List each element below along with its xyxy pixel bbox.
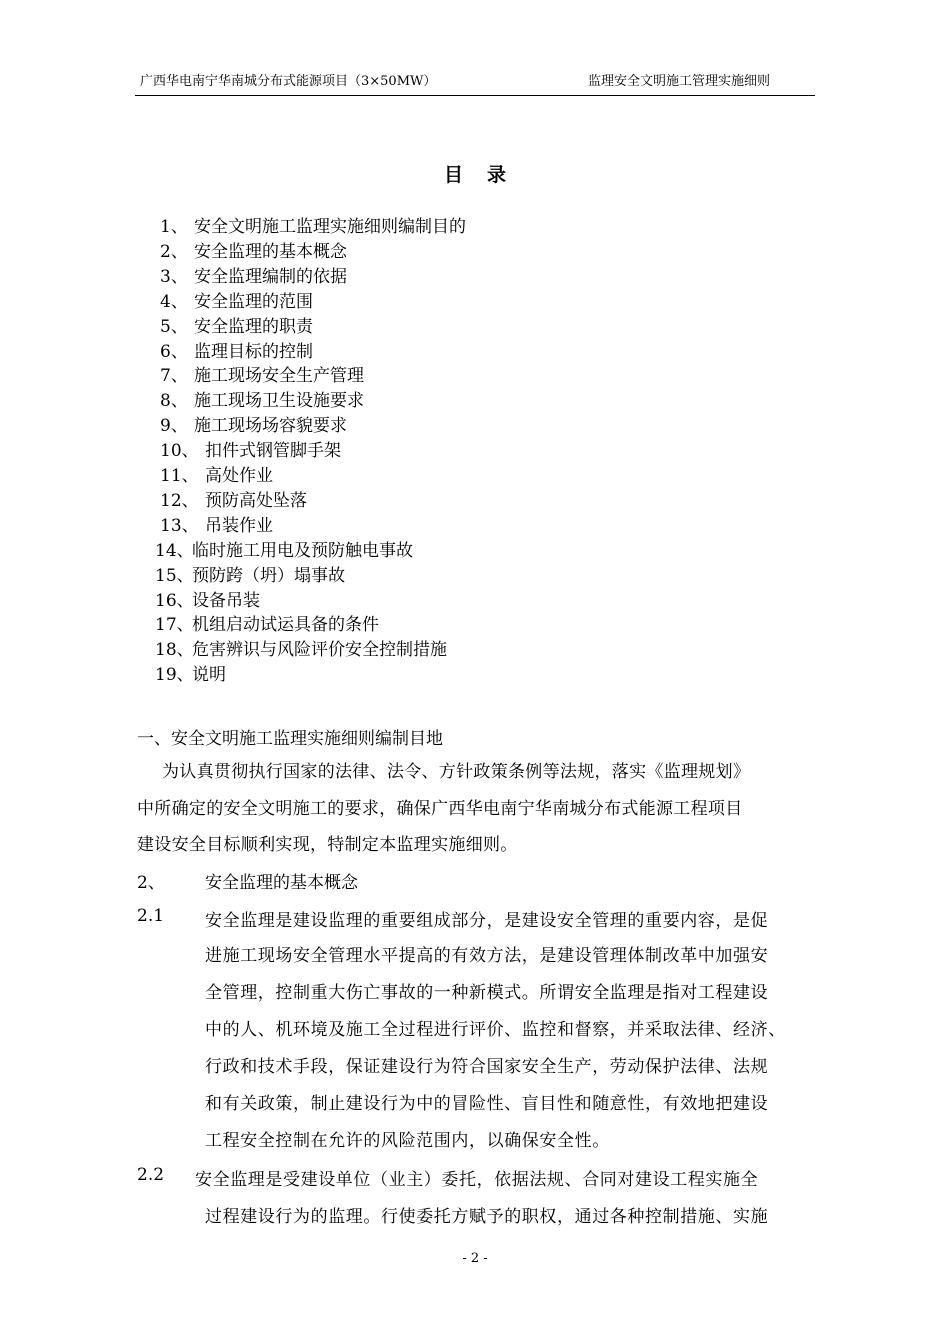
toc-item-label: 扣件式钢管脚手架 [205,441,341,461]
section-1-line: 建设安全目标顺利实现，特制定本监理实施细则。 [137,835,518,855]
toc-item [160,262,347,287]
toc-item-label: 监理目标的控制 [194,342,313,362]
paragraph-2-1-line: 安全监理是建设监理的重要组成部分，是建设安全管理的重要内容，是促 [205,911,769,931]
toc-item-label: 吊装作业 [205,516,273,536]
paragraph-2-2-line: 安全监理是受建设单位（业主）委托，依据法规、合同对建设工程实施全 [195,1170,759,1190]
toc-item [160,212,466,237]
toc-item-label: 施工现场安全生产管理 [194,366,364,386]
paragraph-2-2-number: 2.2 [137,1165,165,1185]
toc-item-number: 5、 [160,317,188,337]
paragraph-2-2-line: 过程建设行为的监理。行使委托方赋予的职权，通过各种控制措施、实施 [205,1207,769,1227]
toc-item-label: 预防高处坠落 [205,491,307,511]
toc-item [160,361,364,386]
toc-item [160,411,347,436]
toc-item [160,237,347,262]
toc-item-label: 预防跨（坍）塌事故 [192,566,345,586]
header-divider [135,95,815,96]
toc-item-label: 设备吊装 [192,591,260,611]
section-2-number: 2、 [137,873,165,893]
toc-item-number: 3、 [160,267,188,287]
paragraph-2-1-number: 2.1 [137,906,165,926]
toc-item-label: 安全监理的基本概念 [194,242,347,262]
toc-item-number: 11、 [160,466,199,486]
toc-item-label: 临时施工用电及预防触电事故 [192,541,413,561]
section-2-heading: 安全监理的基本概念 [205,873,358,893]
toc-item [155,660,226,685]
toc-item [160,436,341,461]
toc-item-number: 18、 [155,640,194,660]
toc-item-label: 安全文明施工监理实施细则编制目的 [194,217,466,237]
paragraph-2-1-line: 中的人、机环境及施工全过程进行评价、监控和督察，并采取法律、经济、 [205,1020,786,1040]
toc-item-label: 机组启动试运具备的条件 [192,615,379,635]
toc-item [155,586,260,611]
toc-item-number: 17、 [155,615,194,635]
toc-item-number: 14、 [155,541,194,561]
toc-item-label: 高处作业 [205,466,273,486]
toc-item [160,486,307,511]
paragraph-2-1-line: 行政和技术手段，保证建设行为符合国家安全生产，劳动保护法律、法规 [205,1057,769,1077]
toc-item [160,461,273,486]
toc-item [155,561,345,586]
toc-item [160,312,313,337]
toc-item-number: 7、 [160,366,188,386]
toc-item-number: 13、 [160,516,199,536]
toc-item-label: 说明 [192,665,226,685]
paragraph-2-1-line: 工程安全控制在允许的风险范围内，以确保安全性。 [205,1131,610,1151]
section-1-line: 为认真贯彻执行国家的法律、法令、方针政策条例等法规，落实《监理规划》 [162,762,751,782]
paragraph-2-1-line: 进施工现场安全管理水平提高的有效方法，是建设管理体制改革中加强安 [205,946,769,966]
toc-item-number: 4、 [160,292,188,312]
toc-item-number: 12、 [160,491,199,511]
toc-title: 目录 [443,164,530,186]
section-1-line: 中所确定的安全文明施工的要求，确保广西华电南宁华南城分布式能源工程项目 [137,799,743,819]
paragraph-2-1-line: 全管理，控制重大伤亡事故的一种新模式。所谓安全监理是指对工程建设 [205,983,769,1003]
toc-item [160,386,364,411]
toc-item-number: 8、 [160,391,188,411]
toc-item [160,337,313,362]
toc-item-number: 2、 [160,242,188,262]
toc-item-number: 15、 [155,566,194,586]
toc-item-label: 施工现场卫生设施要求 [194,391,364,411]
paragraph-2-1-line: 和有关政策，制止建设行为中的冒险性、盲目性和随意性，有效地把建设 [205,1094,769,1114]
toc-item [160,287,313,312]
header-project-title: 广西华电南宁华南城分布式能源项目（3×50MW） [140,74,437,89]
header-document-title: 监理安全文明施工管理实施细则 [588,74,771,89]
toc-item-number: 9、 [160,416,188,436]
toc-item-label: 危害辨识与风险评价安全控制措施 [192,640,447,660]
toc-item-label: 施工现场场容貌要求 [194,416,347,436]
page-number: - 2 - [462,1251,488,1266]
toc-item-number: 1、 [160,217,188,237]
toc-item-number: 6、 [160,342,188,362]
toc-item [155,635,447,660]
toc-item-number: 10、 [160,441,199,461]
toc-item [160,511,273,536]
toc-item [155,610,379,635]
section-1-heading: 一、安全文明施工监理实施细则编制目地 [137,729,443,749]
toc-item-label: 安全监理的范围 [194,292,313,312]
toc-item-number: 16、 [155,591,194,611]
toc-item-number: 19、 [155,665,194,685]
toc-item-label: 安全监理的职责 [194,317,313,337]
toc-item [155,536,413,561]
toc-item-label: 安全监理编制的依据 [194,267,347,287]
